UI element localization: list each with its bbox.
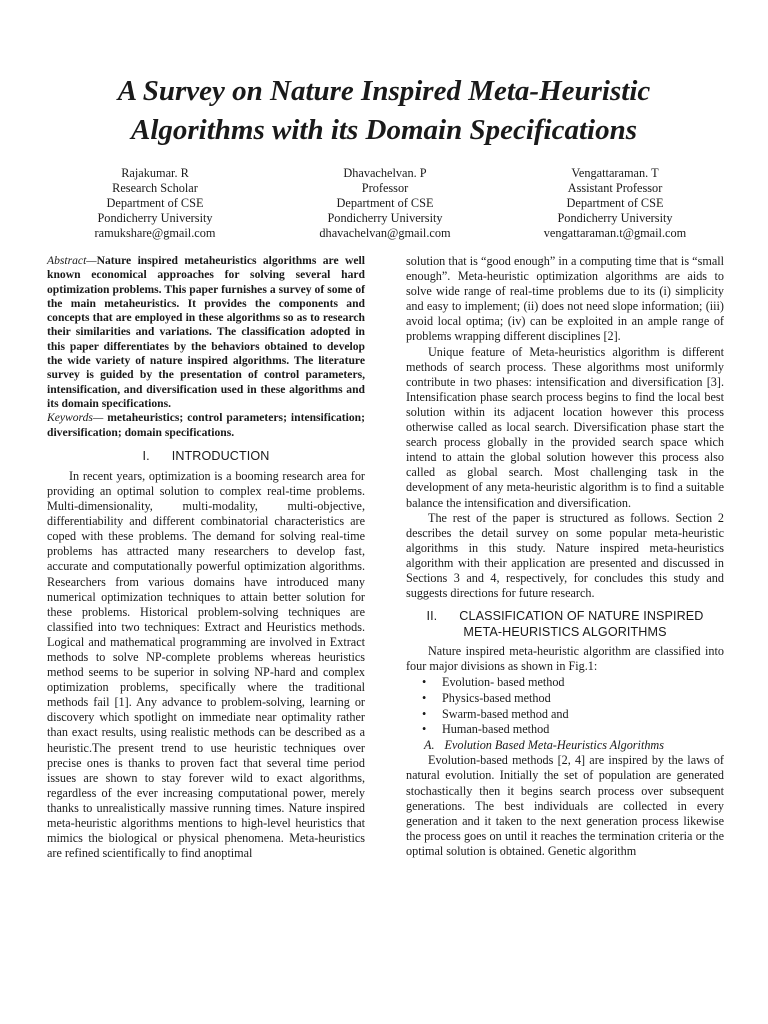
author-block-2 <box>270 166 500 241</box>
keywords-label: Keywords— <box>47 411 104 425</box>
right-column <box>406 254 724 859</box>
section-number: II. <box>426 609 438 624</box>
keywords-text: metaheuristics; control parameters; intensification; diversification; domain specifications. <box>47 411 365 439</box>
list-item: • Human-based method <box>442 722 724 738</box>
author-role: Professor <box>361 181 409 195</box>
author-name: Rajakumar. R <box>121 166 189 180</box>
list-item: • Swarm-based method and <box>442 707 724 723</box>
subsection-heading <box>424 738 724 754</box>
author-department: Department of CSE <box>336 196 434 210</box>
list-item: • Physics-based method <box>442 691 724 707</box>
section-heading-introduction <box>47 448 365 464</box>
author-block-1 <box>40 166 270 241</box>
body-paragraph: Unique feature of Meta-heuristics algorithm is different methods of search process. These algorithms most uniformly contribute in two phases: intensification and diversification [3]. Intensification phase search process begins to find the local best solution within its adjacent location however this process otherwise called as local search. Diversification phase start the search process globally in the provided search space which intend to attain the global solution however this process also called as global search. Most challenging task in the development of any meta-heuristic algorithm is to find a suitable balance the intensification and diversification. <box>406 344 724 510</box>
title-line-1: A Survey on Nature Inspired Meta-Heuristic <box>117 75 651 107</box>
subsection-title: Evolution Based Meta-Heuristics Algorithms <box>444 737 664 752</box>
author-university: Pondicherry University <box>97 211 213 225</box>
author-department: Department of CSE <box>566 196 664 210</box>
author-role: Assistant Professor <box>567 181 663 195</box>
section-title: INTRODUCTION <box>171 448 270 463</box>
body-paragraph: The rest of the paper is structured as follows. Section 2 describes the detail survey on some popular meta-heuristic algorithms in this study. Nature inspired meta-heuristics algorithm with their application are presented and discussed in Sections 3 and 4, respectively, for concludes this study and suggests directions for future research. <box>406 510 724 601</box>
author-role: Research Scholar <box>112 181 198 195</box>
body-paragraph: solution that is “good enough” in a computing time that is “small enough”. Meta-heuristic optimization algorithms are aids to solve wide range of real-time problems due to its (i) simplicity and easy to implement; (ii) does not need slope information; (iii) avoid local optima; (iv) can be exploited in an ample range of problems wrapping different disciplines [2]. <box>406 254 724 344</box>
author-university: Pondicherry University <box>557 211 673 225</box>
author-department: Department of CSE <box>106 196 204 210</box>
abstract-text: Nature inspired metaheuristics algorithms are well known economical approaches for solving several hard optimization problems. This paper furnishes a survey of some of the main metaheuristics. It provides the components and concepts that are employed in these algorithms so as to research their similarities and variations. The classification adopted in this paper differentiates by the behaviors obtained to develop the wide variety of nature inspired algorithms. The literature survey is guided by the presentation of control parameters, intensification, and diversification used in these algorithms and its domain specifications. <box>47 254 365 410</box>
title-line-2: Algorithms with its Domain Specifications <box>131 114 637 146</box>
author-email: ramukshare@gmail.com <box>94 226 216 240</box>
paper-title <box>0 72 768 150</box>
author-name: Vengattaraman. T <box>571 166 659 180</box>
author-email: dhavachelvan@gmail.com <box>319 226 451 240</box>
section-title: CLASSIFICATION OF NATURE INSPIRED META-HEURISTICS ALGORITHMS <box>459 609 704 640</box>
left-column <box>47 254 365 861</box>
author-university: Pondicherry University <box>327 211 443 225</box>
intro-paragraph: In recent years, optimization is a booming research area for providing an optimal solution to complex real-time problems. Multi-dimensionality, multi-modality, multi-objective, differentiability and different combinatorial characteristics are coped with these problems. The demand for solving real-time problems has attracted many researchers to develop fast, accurate and computationally powerful optimization algorithms. Researchers from various domains have introduced many numerical optimization techniques to attain better solution for these problems. Historical problem-solving techniques are classified into two techniques: Extract and Heuristics methods. Logical and mathematical programming are involved in Extract methods to solve NP-complete problems whereas heuristics method seems to be superior in solving NP-hard and complex optimization problems, specifically where the traditional methods fail [1]. Any advance to problem-solving, learning or discovery which spotlight on immediate near optimality rather than exact results, using realistic methods can be described as a heuristic.The present trend to use heuristic techniques over precise ones is thanks to proven fact that several time period issues are shown to stay forever wild to exact algorithms, regardless of the ever increasing computational power, merely thanks to unrealistically massive running times. Nature inspired meta-heuristic algorithms mentions to high-level heuristics that mimics the biological or physical phenomena. Meta-heuristics are refined scientifically to find anoptimal <box>47 468 365 861</box>
method-list <box>406 675 724 737</box>
author-name: Dhavachelvan. P <box>343 166 427 180</box>
abstract-label: Abstract— <box>47 254 97 267</box>
body-paragraph: Nature inspired meta-heuristic algorithm are classified into four major divisions as shown in Fig.1: <box>406 644 724 674</box>
subsection-number: A. <box>424 737 435 752</box>
abstract <box>47 254 365 411</box>
keywords <box>47 411 365 440</box>
author-email: vengattaraman.t@gmail.com <box>543 226 687 240</box>
section-number: I. <box>142 448 150 463</box>
author-block-3 <box>500 166 730 241</box>
body-paragraph: Evolution-based methods [2, 4] are inspired by the laws of natural evolution. Initially the set of population are generated stochastically then it begins search process over subsequent generations. The best individuals are collected in every generation and it taken to the next generation process likewise the process goes on until it reaches the termination criteria or the optimal solution is obtained. Genetic algorithm <box>406 753 724 858</box>
list-item: • Evolution- based method <box>442 675 724 691</box>
section-heading-classification <box>406 608 724 640</box>
